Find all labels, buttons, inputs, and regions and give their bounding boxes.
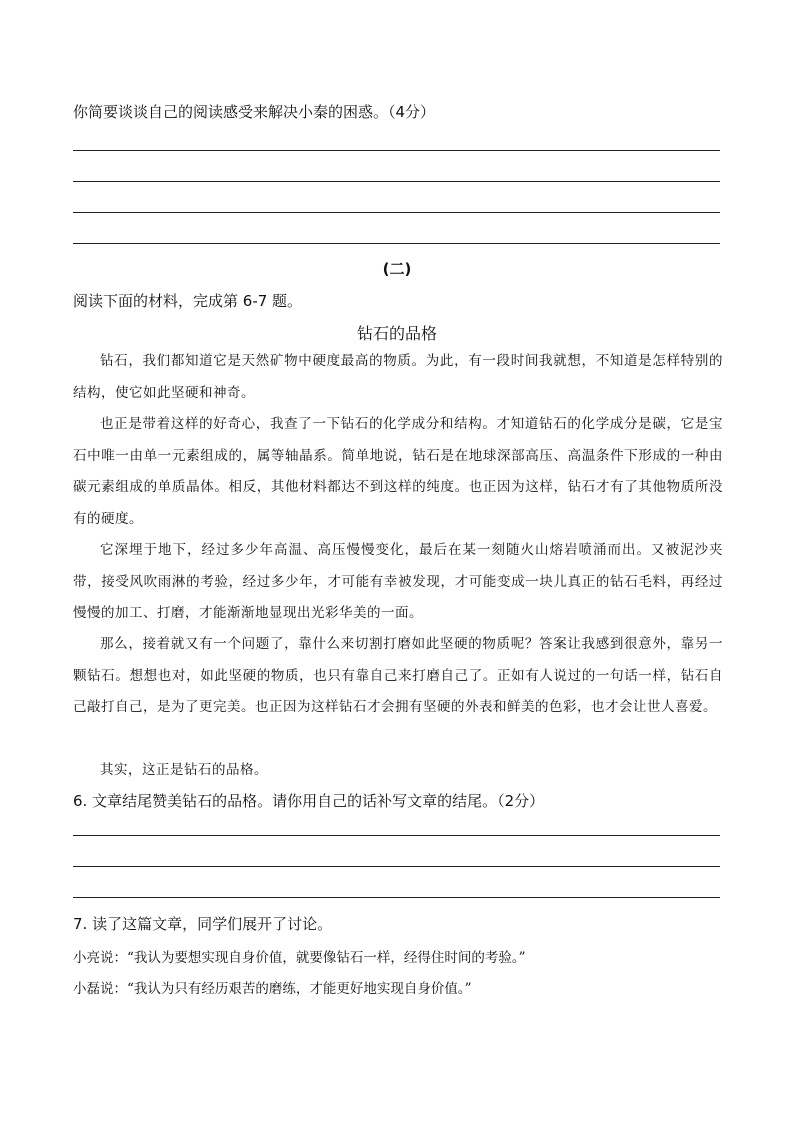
- section-heading: (二): [382, 260, 412, 278]
- reading-instruction: 阅读下面的材料，完成第 6-7 题。: [73, 292, 303, 310]
- article-paragraph-5: 其实，这正是钻石的品格。: [100, 762, 268, 778]
- quote-xiaoliang: 小亮说：“我认为要想实现自身价值，就要像钻石一样，经得住时间的考验。”: [73, 950, 526, 966]
- article-paragraph-1: 钻石，我们都知道它是天然矿物中硬度最高的物质。为此，有一段时间我就想，不知道是怎样特别的结构，使它如此坚硬和神奇。: [73, 353, 723, 401]
- q6-answer-line-3[interactable]: [73, 897, 720, 898]
- q5-answer-line-3[interactable]: [73, 212, 720, 213]
- q5-answer-line-1[interactable]: [73, 150, 720, 151]
- q6-answer-line-2[interactable]: [73, 866, 720, 867]
- article-paragraph-3: 它深埋于地下，经过多少年高温、高压慢慢变化，最后在某一刻随火山熔岩喷涌而出。又被泥沙夹带，接受风吹雨淋的考验，经过多少年，才可能有幸被发现，才可能变成一块儿真正的钻石毛料，再经过慢慢的加工、打磨，才能渐渐地显现出光彩华美的一面。: [73, 542, 723, 621]
- q5-prompt-tail: 你简要谈谈自己的阅读感受来解决小秦的困惑。（4分）: [73, 103, 436, 121]
- q5-answer-line-2[interactable]: [73, 181, 720, 182]
- article-paragraph-4: 那么，接着就又有一个问题了，靠什么来切割打磨如此坚硬的物质呢？答案让我感到很意外，靠另一颗钻石。想想也对，如此坚硬的物质，也只有靠自己来打磨自己了。正如有人说过的一句话一样，钻石自己敲打自己，是为了更完美。也正因为这样钻石才会拥有坚硬的外表和鲜美的色彩，也才会让世人喜爱。: [73, 636, 723, 715]
- q5-answer-line-4[interactable]: [73, 243, 720, 244]
- article-title: 钻石的品格: [356, 324, 437, 343]
- q6-answer-line-1[interactable]: [73, 835, 720, 836]
- quote-xiaolei: 小磊说：“我认为只有经历艰苦的磨练，才能更好地实现自身价值。”: [73, 981, 472, 997]
- question-6: 6. 文章结尾赞美钻石的品格。请你用自己的话补写文章的结尾。（2分）: [73, 792, 545, 810]
- article-paragraph-2: 也正是带着这样的好奇心，我查了一下钻石的化学成分和结构。才知道钻石的化学成分是碳，它是宝石中唯一由单一元素组成的，属等轴晶系。简单地说，钻石是在地球深部高压、高温条件下形成的一种由碳元素组成的单质晶体。相反，其他材料都达不到这样的纯度。也正因为这样，钻石才有了其他物质所没有的硬度。: [73, 416, 723, 527]
- question-7: 7. 读了这篇文章，同学们展开了讨论。: [73, 915, 333, 933]
